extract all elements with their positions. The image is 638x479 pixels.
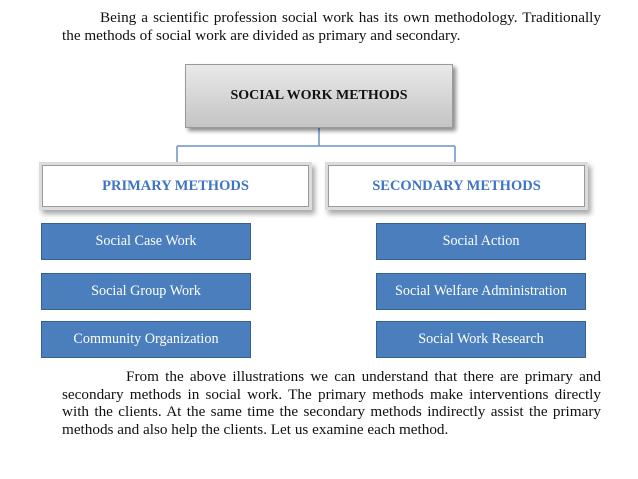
root-node <box>185 64 453 128</box>
secondary-methods-label: SECONDARY METHODS <box>372 177 541 194</box>
secondary-method-label: Social Action <box>442 233 520 249</box>
secondary-method-label: Social Work Research <box>418 331 544 347</box>
primary-methods-label: PRIMARY METHODS <box>102 177 249 194</box>
secondary-method-label: Social Welfare Administration <box>395 283 567 299</box>
intro-paragraph: Being a scientific profession social work has its own methodology. Traditionally the methods of social work are divided as primary and secondary. <box>62 9 601 44</box>
primary-method-item <box>41 223 251 260</box>
primary-methods-node <box>42 165 309 207</box>
secondary-methods-node <box>328 165 585 207</box>
primary-method-item <box>41 321 251 358</box>
primary-method-label: Social Group Work <box>91 283 201 299</box>
root-node-label: SOCIAL WORK METHODS <box>230 88 408 103</box>
conclusion-paragraph: From the above illustrations we can understand that there are primary and secondary methods in social work. The primary methods make interventions directly with the clients. At the same time the secondary methods indirectly assist the primary methods and also help the clients. Let us examine each method. <box>62 368 601 438</box>
primary-method-label: Community Organization <box>73 331 219 347</box>
primary-method-item <box>41 273 251 310</box>
secondary-method-item <box>376 273 586 310</box>
secondary-method-item <box>376 223 586 260</box>
primary-method-label: Social Case Work <box>95 233 197 249</box>
secondary-method-item <box>376 321 586 358</box>
